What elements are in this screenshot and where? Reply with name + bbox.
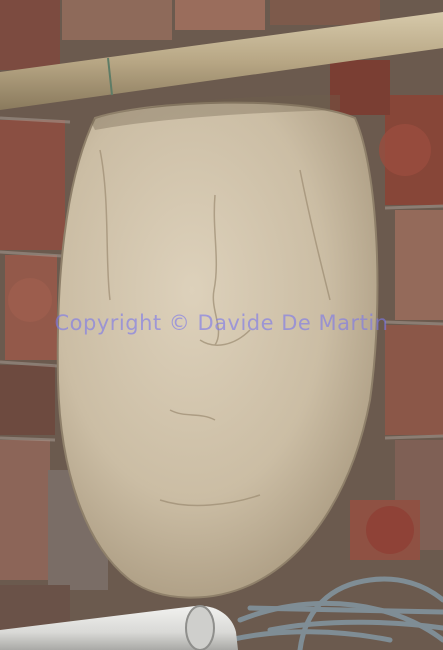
copyright-watermark: Copyright © Davide De Martin <box>54 311 389 335</box>
white-tube-end <box>186 606 214 650</box>
